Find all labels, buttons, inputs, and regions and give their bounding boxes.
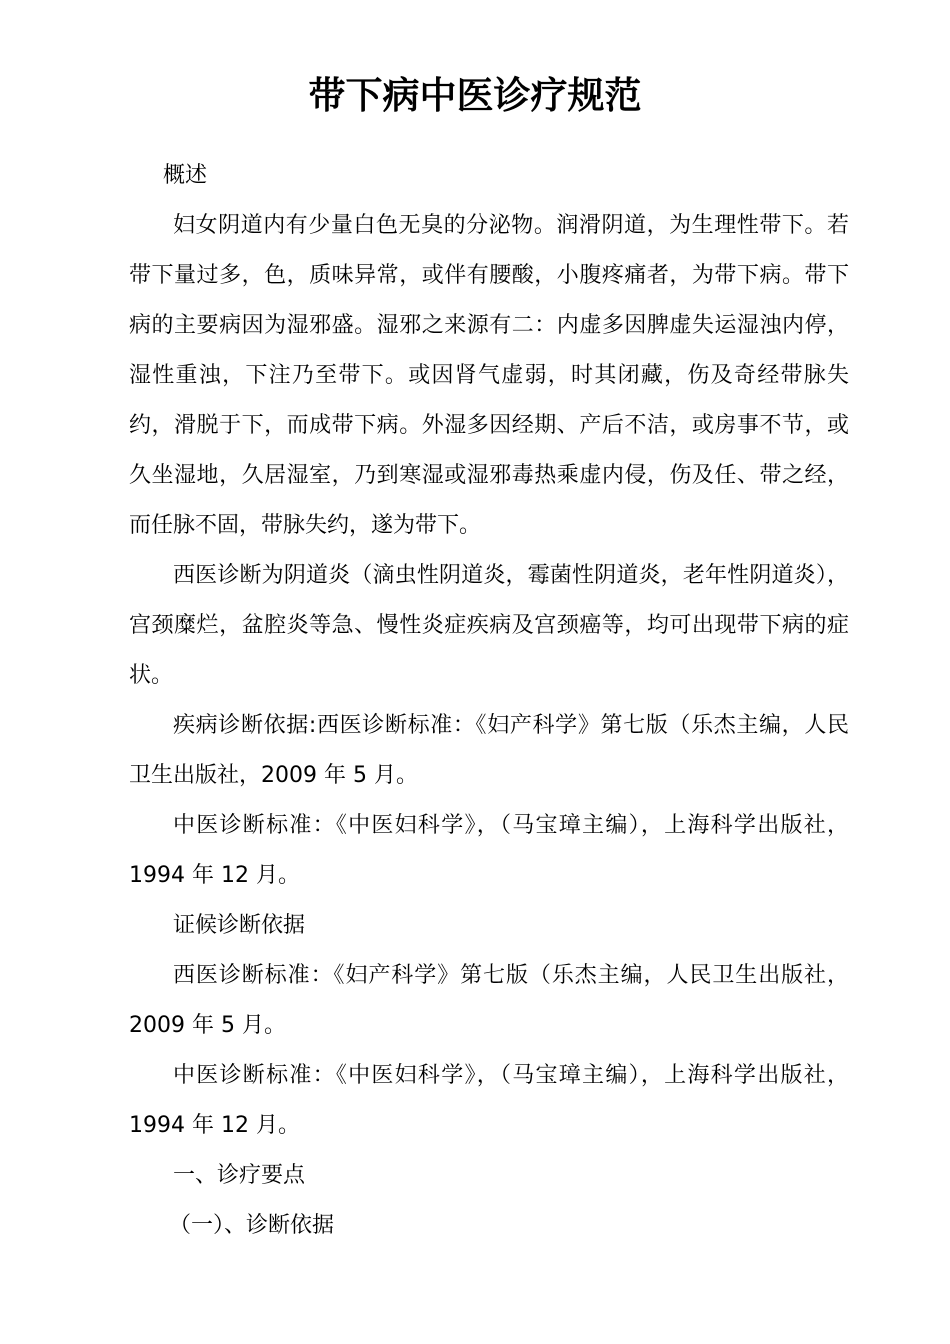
paragraph-tcm-criteria: 中医诊断标准：《中医妇科学》，（马宝璋主编），上海科学出版社，1994 年 12 月。	[129, 813, 849, 888]
paragraph-disease-criteria: 疾病诊断依据:西医诊断标准：《妇产科学》第七版（乐杰主编，人民卫生出版社，2009 年 5 月。	[129, 713, 849, 788]
section-heading-overview: 概述	[163, 163, 208, 188]
section-heading-key-points: 一、诊疗要点	[173, 1163, 306, 1188]
paragraph-western-criteria-2: 西医诊断标准：《妇产科学》第七版（乐杰主编，人民卫生出版社，2009 年 5 月。	[129, 963, 849, 1038]
paragraph-tcm-criteria-2: 中医诊断标准：《中医妇科学》，（马宝璋主编），上海科学出版社，1994 年 12 月。	[129, 1063, 849, 1138]
subsection-heading-diagnosis-basis: （一）、诊断依据	[169, 1213, 335, 1238]
paragraph-western-diagnosis: 西医诊断为阴道炎（滴虫性阴道炎，霉菌性阴道炎，老年性阴道炎），宫颈糜烂，盆腔炎等急、慢性炎症疾病及宫颈癌等，均可出现带下病的症状。	[129, 563, 849, 688]
section-heading-syndrome: 证候诊断依据	[173, 913, 306, 938]
document-body	[129, 151, 849, 1251]
paragraph-overview: 妇女阴道内有少量白色无臭的分泌物。润滑阴道，为生理性带下。若带下量过多，色，质味异常，或伴有腰酸，小腹疼痛者，为带下病。带下病的主要病因为湿邪盛。湿邪之来源有二：内虚多因脾虚失运湿浊内停，湿性重浊，下注乃至带下。或因肾气虚弱，时其闭藏，伤及奇经带脉失约，滑脱于下，而成带下病。外湿多因经期、产后不洁，或房事不节，或久坐湿地，久居湿室，乃到寒湿或湿邪毒热乘虚内侵，伤及任、带之经，而任脉不固，带脉失约，遂为带下。	[129, 213, 849, 538]
document-title: 带下病中医诊疗规范	[308, 74, 642, 117]
